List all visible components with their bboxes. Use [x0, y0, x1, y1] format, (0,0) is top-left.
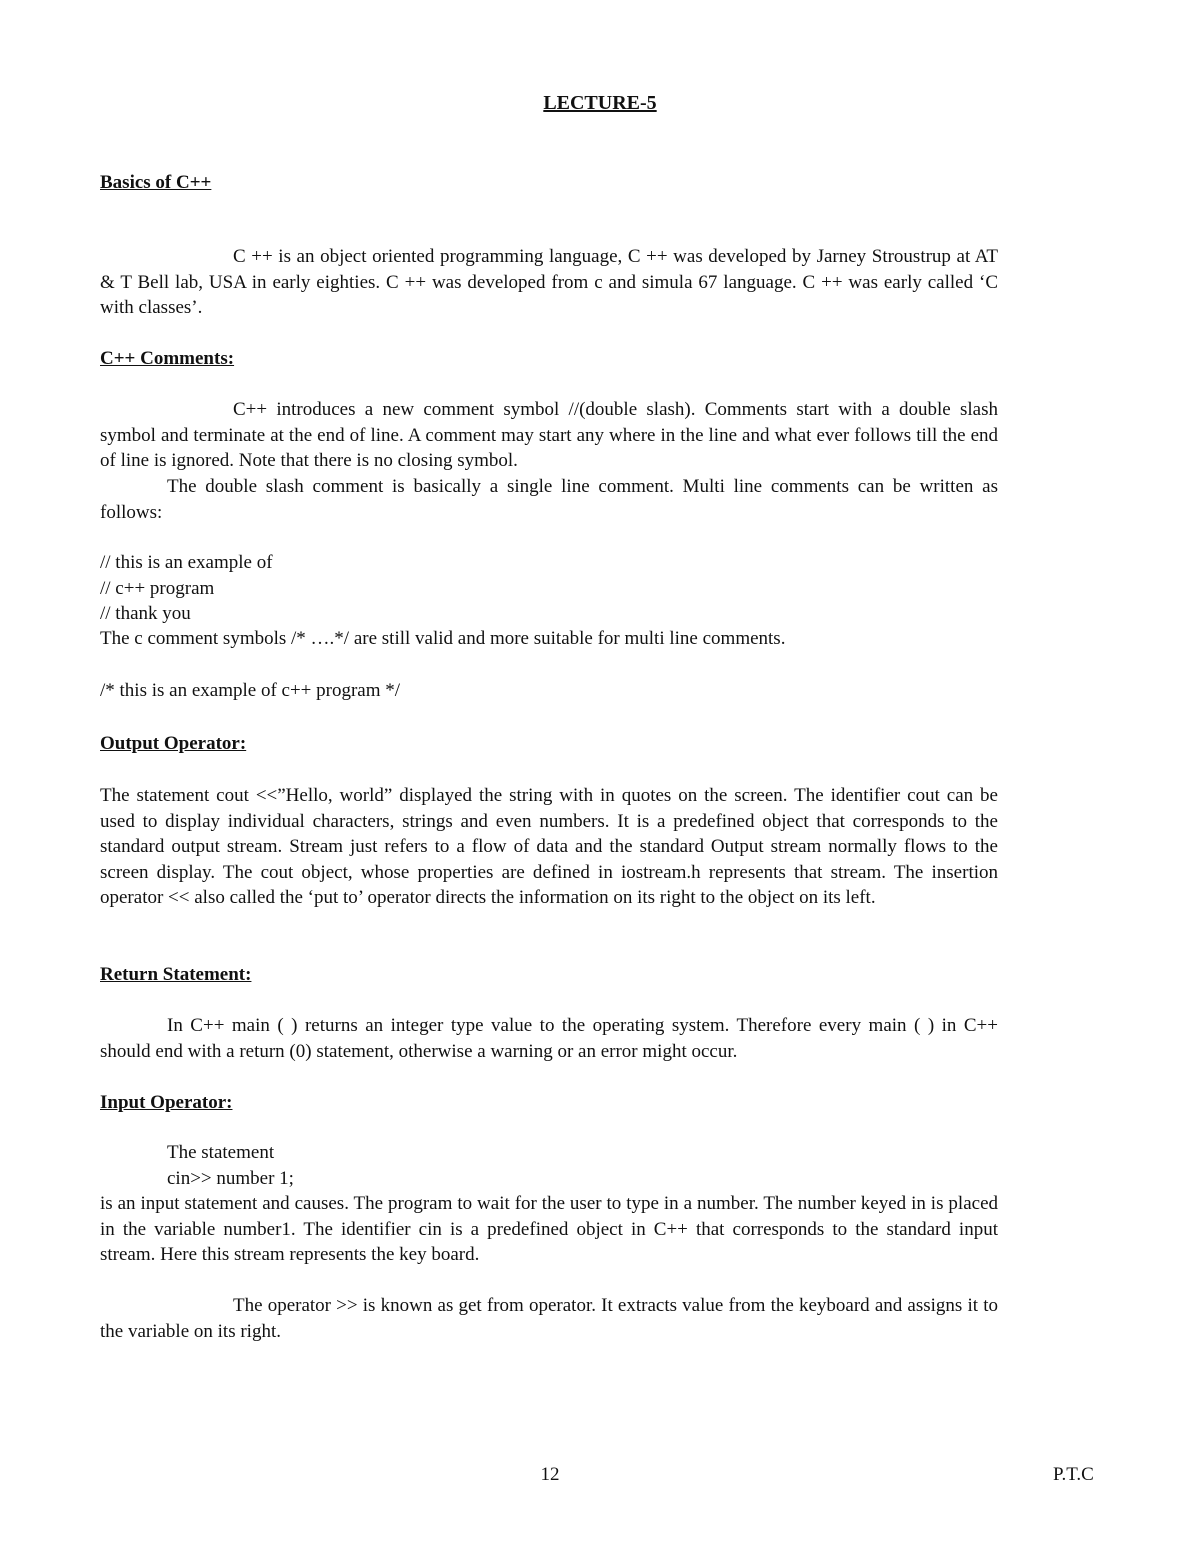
- code-example-line: // c++ program: [100, 578, 215, 599]
- paragraph-return-statement: In C++ main ( ) returns an integer type value to the operating system. Therefore every main ( ) in C++ should end with a return (0) statement, otherwise a warning or an error might occur.: [100, 1015, 998, 1062]
- paragraph-basics: C ++ is an object oriented programming language, C ++ was developed by Jarney Stroustrup at AT & T Bell lab, USA in early eighties. C ++ was developed from c and simula 67 language. C ++ was early called ‘C with classes’.: [100, 246, 998, 318]
- code-example-line: // thank you: [100, 603, 191, 624]
- paragraph-get-from-operator: The operator >> is known as get from operator. It extracts value from the keyboard and assigns it to the variable on its right.: [100, 1295, 998, 1342]
- c-comment-example: /* this is an example of c++ program */: [100, 680, 401, 701]
- heading-input-operator: Input Operator:: [100, 1092, 233, 1113]
- page-number: 12: [540, 1464, 560, 1485]
- paragraph-comments-intro: C++ introduces a new comment symbol //(double slash). Comments start with a double slash symbol and terminate at the end of line. A comment may start any where in the line and what ever follows till the end of line is ignored. Note that there is no closing symbol.: [100, 399, 998, 471]
- heading-output-operator: Output Operator:: [100, 733, 247, 754]
- heading-comments: C++ Comments:: [100, 348, 235, 369]
- heading-return-statement: Return Statement:: [100, 964, 252, 985]
- input-statement-label: The statement: [167, 1142, 275, 1163]
- ptc-marker: P.T.C: [1053, 1464, 1094, 1485]
- paragraph-comments-multiline: The double slash comment is basically a single line comment. Multi line comments can be written as follows:: [100, 476, 998, 523]
- c-comment-note: The c comment symbols /* ….*/ are still valid and more suitable for multi line comments.: [100, 628, 786, 649]
- paragraph-input-operator: is an input statement and causes. The program to wait for the user to type in a number. The number keyed in is placed in the variable number1. The identifier cin is a predefined object in C++ that corresponds to the standard input stream. Here this stream represents the key board.: [100, 1193, 998, 1265]
- lecture-title: LECTURE-5: [543, 92, 657, 114]
- heading-basics: Basics of C++: [100, 172, 212, 193]
- paragraph-output-operator: The statement cout <<”Hello, world” displayed the string with in quotes on the screen. The identifier cout can be used to display individual characters, strings and even numbers. It is a predefined object that corresponds to the standard output stream. Stream just refers to a flow of data and the standard Output stream normally flows to the screen display. The cout object, whose properties are defined in iostream.h represents that stream. The insertion operator << also called the ‘put to’ operator directs the information on its right to the object on its left.: [100, 785, 998, 908]
- input-statement-code: cin>> number 1;: [167, 1168, 294, 1189]
- code-example-line: // this is an example of: [100, 552, 273, 573]
